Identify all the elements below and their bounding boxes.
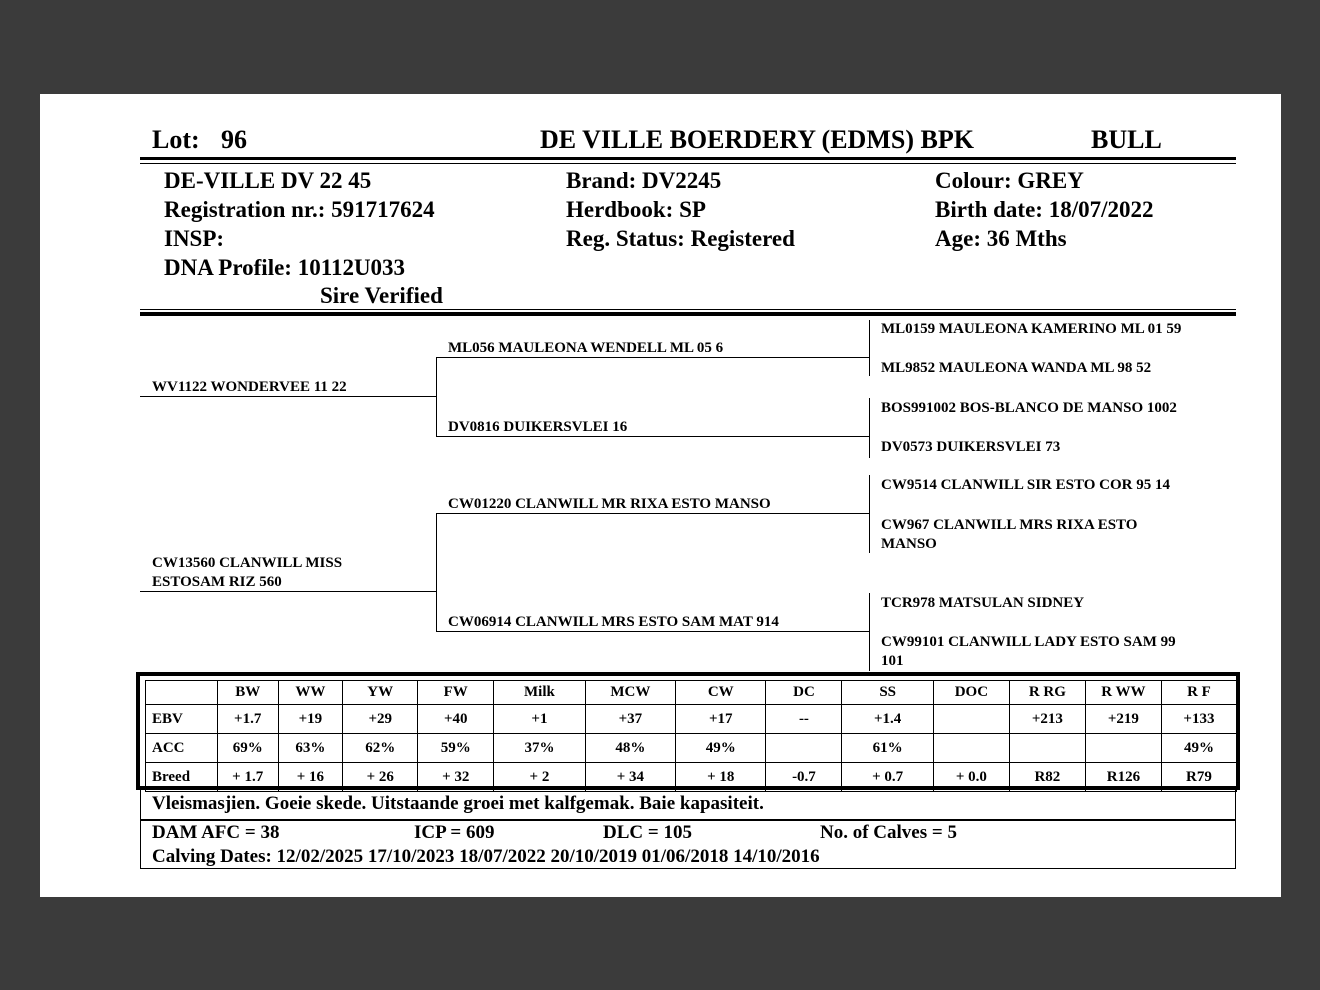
ebv-cell: 62% xyxy=(343,734,418,763)
comments: Vleismasjien. Goeie skede. Uitstaande groei met kalfgemak. Baie kapasiteit. xyxy=(152,793,764,814)
animal-name: DE-VILLE DV 22 45 xyxy=(164,168,372,193)
ebv-cell: 69% xyxy=(217,734,278,763)
sire-line xyxy=(140,396,436,397)
pedigree-sire: WV1122 WONDERVEE 11 22 xyxy=(152,379,347,395)
ebv-cell xyxy=(766,734,842,763)
colour: Colour: GREY xyxy=(935,168,1084,193)
ebv-cell: + 26 xyxy=(343,763,418,792)
footer-left-border xyxy=(140,790,141,869)
ebv-cell: +40 xyxy=(418,705,494,734)
ebv-header-cell: DOC xyxy=(933,681,1009,705)
ggp-bracket-2 xyxy=(869,398,870,458)
ebv-cell: 49% xyxy=(1161,734,1236,763)
pedigree-dam-line1: CW13560 CLANWILL MISS xyxy=(152,555,343,571)
comments-rule xyxy=(140,819,1236,821)
pedigree-ggp-6-line2: MANSO xyxy=(881,536,937,552)
ebv-cell: R79 xyxy=(1161,763,1236,792)
ebv-cell: -0.7 xyxy=(766,763,842,792)
ebv-cell: 48% xyxy=(585,734,675,763)
ggp-bracket-4 xyxy=(869,593,870,671)
ebv-cell: 61% xyxy=(842,734,933,763)
ebv-cell xyxy=(933,705,1009,734)
pedigree-ggp-3: BOS991002 BOS-BLANCO DE MANSO 1002 xyxy=(881,400,1177,416)
dna-profile: DNA Profile: 10112U033 xyxy=(164,255,406,280)
ebv-cell xyxy=(1085,734,1161,763)
ebv-cell: +213 xyxy=(1009,705,1085,734)
ggp-bracket-1 xyxy=(869,320,870,376)
pedigree-dam-line2: ESTOSAM RIZ 560 xyxy=(152,574,282,590)
registration-number: Registration nr.: 591717624 xyxy=(164,197,435,222)
ebv-cell: R126 xyxy=(1085,763,1161,792)
ebv-cell: 49% xyxy=(676,734,766,763)
catalogue-sheet xyxy=(40,94,1281,897)
sire-bracket xyxy=(436,357,437,437)
ebv-header-cell xyxy=(146,681,218,705)
herdbook: Herdbook: SP xyxy=(566,197,706,222)
dam-afc: DAM AFC = 38 xyxy=(152,822,280,843)
pedigree-ggp-5: CW9514 CLANWILL SIR ESTO COR 95 14 xyxy=(881,477,1170,493)
pedigree-ggp-8-line2: 101 xyxy=(881,653,904,669)
dam-line xyxy=(140,591,436,592)
ebv-header-cell: R RG xyxy=(1009,681,1085,705)
ebv-cell: R82 xyxy=(1009,763,1085,792)
ebv-cell: +19 xyxy=(278,705,343,734)
ebv-cell: -- xyxy=(766,705,842,734)
ebv-cell: 59% xyxy=(418,734,494,763)
ebv-cell: +219 xyxy=(1085,705,1161,734)
ebv-header-cell: BW xyxy=(217,681,278,705)
ebv-header-cell: CW xyxy=(676,681,766,705)
ebv-cell: + 32 xyxy=(418,763,494,792)
pedigree-sire-sire: ML056 MAULEONA WENDELL ML 05 6 xyxy=(448,340,724,356)
lot-number: 96 xyxy=(221,125,247,154)
ebv-header-cell: SS xyxy=(842,681,933,705)
ebv-cell: + 0.0 xyxy=(933,763,1009,792)
ebv-header-cell: MCW xyxy=(585,681,675,705)
ebv-cell xyxy=(933,734,1009,763)
farm-name: DE VILLE BOERDERY (EDMS) BPK xyxy=(540,125,974,154)
dam-dlc: DLC = 105 xyxy=(603,822,692,843)
ebv-frame-top xyxy=(136,672,1240,676)
ebv-cell: +37 xyxy=(585,705,675,734)
dam-dam-line xyxy=(436,631,869,632)
age: Age: 36 Mths xyxy=(935,226,1067,251)
ebv-cell: + 34 xyxy=(585,763,675,792)
details-rule-thin xyxy=(140,309,1236,310)
sire-sire-line xyxy=(436,357,869,358)
sex-label: BULL xyxy=(1091,125,1162,154)
ebv-cell: + 0.7 xyxy=(842,763,933,792)
ebv-cell: +1.7 xyxy=(217,705,278,734)
ebv-cell: + 18 xyxy=(676,763,766,792)
pedigree-sire-dam: DV0816 DUIKERSVLEI 16 xyxy=(448,419,628,435)
ebv-cell xyxy=(1009,734,1085,763)
pedigree-ggp-8-line1: CW99101 CLANWILL LADY ESTO SAM 99 xyxy=(881,634,1176,650)
dam-bracket xyxy=(436,513,437,632)
dam-icp: ICP = 609 xyxy=(414,822,495,843)
ebv-cell: +1 xyxy=(494,705,585,734)
pedigree-ggp-6-line1: CW967 CLANWILL MRS RIXA ESTO xyxy=(881,517,1138,533)
ebv-row xyxy=(146,763,1237,792)
footer-right-border xyxy=(1235,790,1236,869)
ebv-cell: +1.4 xyxy=(842,705,933,734)
ggp-bracket-3 xyxy=(869,475,870,553)
brand: Brand: DV2245 xyxy=(566,168,722,193)
ebv-cell: +133 xyxy=(1161,705,1236,734)
ebv-cell: 37% xyxy=(494,734,585,763)
ebv-cell: + 16 xyxy=(278,763,343,792)
ebv-row xyxy=(146,734,1237,763)
ebv-cell: 63% xyxy=(278,734,343,763)
footer-bottom-rule xyxy=(140,868,1236,869)
dam-calves: No. of Calves = 5 xyxy=(820,822,957,843)
header-rule-thin xyxy=(140,163,1236,164)
sire-verified: Sire Verified xyxy=(320,283,443,308)
ebv-row-label: Breed xyxy=(146,763,218,792)
ebv-cell: +29 xyxy=(343,705,418,734)
ebv-header-cell: YW xyxy=(343,681,418,705)
header-rule-thick xyxy=(140,157,1236,160)
pedigree-ggp-4: DV0573 DUIKERSVLEI 73 xyxy=(881,439,1061,455)
ebv-table xyxy=(145,680,1237,792)
pedigree-dam-dam: CW06914 CLANWILL MRS ESTO SAM MAT 914 xyxy=(448,614,779,630)
pedigree-ggp-1: ML0159 MAULEONA KAMERINO ML 01 59 xyxy=(881,321,1182,337)
ebv-header-cell: WW xyxy=(278,681,343,705)
ebv-cell: +17 xyxy=(676,705,766,734)
birth-date: Birth date: 18/07/2022 xyxy=(935,197,1154,222)
pedigree-ggp-2: ML9852 MAULEONA WANDA ML 98 52 xyxy=(881,360,1152,376)
ebv-row-label: EBV xyxy=(146,705,218,734)
dam-sire-line xyxy=(436,513,869,514)
ebv-header-cell: DC xyxy=(766,681,842,705)
lot-label: Lot: xyxy=(152,125,200,154)
ebv-header-cell: Milk xyxy=(494,681,585,705)
registration-status: Reg. Status: Registered xyxy=(566,226,795,251)
ebv-row-label: ACC xyxy=(146,734,218,763)
ebv-row xyxy=(146,705,1237,734)
pedigree-ggp-7: TCR978 MATSULAN SIDNEY xyxy=(881,595,1085,611)
ebv-header-cell: R WW xyxy=(1085,681,1161,705)
ebv-header-cell: FW xyxy=(418,681,494,705)
insp-label: INSP: xyxy=(164,226,225,251)
ebv-cell: + 1.7 xyxy=(217,763,278,792)
ebv-cell: + 2 xyxy=(494,763,585,792)
calving-dates: Calving Dates: 12/02/2025 17/10/2023 18/07/2022 20/10/2019 01/06/2018 14/10/2016 xyxy=(152,846,820,867)
sire-dam-line xyxy=(436,436,869,437)
details-rule-thick xyxy=(140,312,1236,316)
ebv-frame-left xyxy=(136,672,140,790)
pedigree-dam-sire: CW01220 CLANWILL MR RIXA ESTO MANSO xyxy=(448,496,771,512)
ebv-header-row xyxy=(146,681,1237,705)
ebv-header-cell: R F xyxy=(1161,681,1236,705)
